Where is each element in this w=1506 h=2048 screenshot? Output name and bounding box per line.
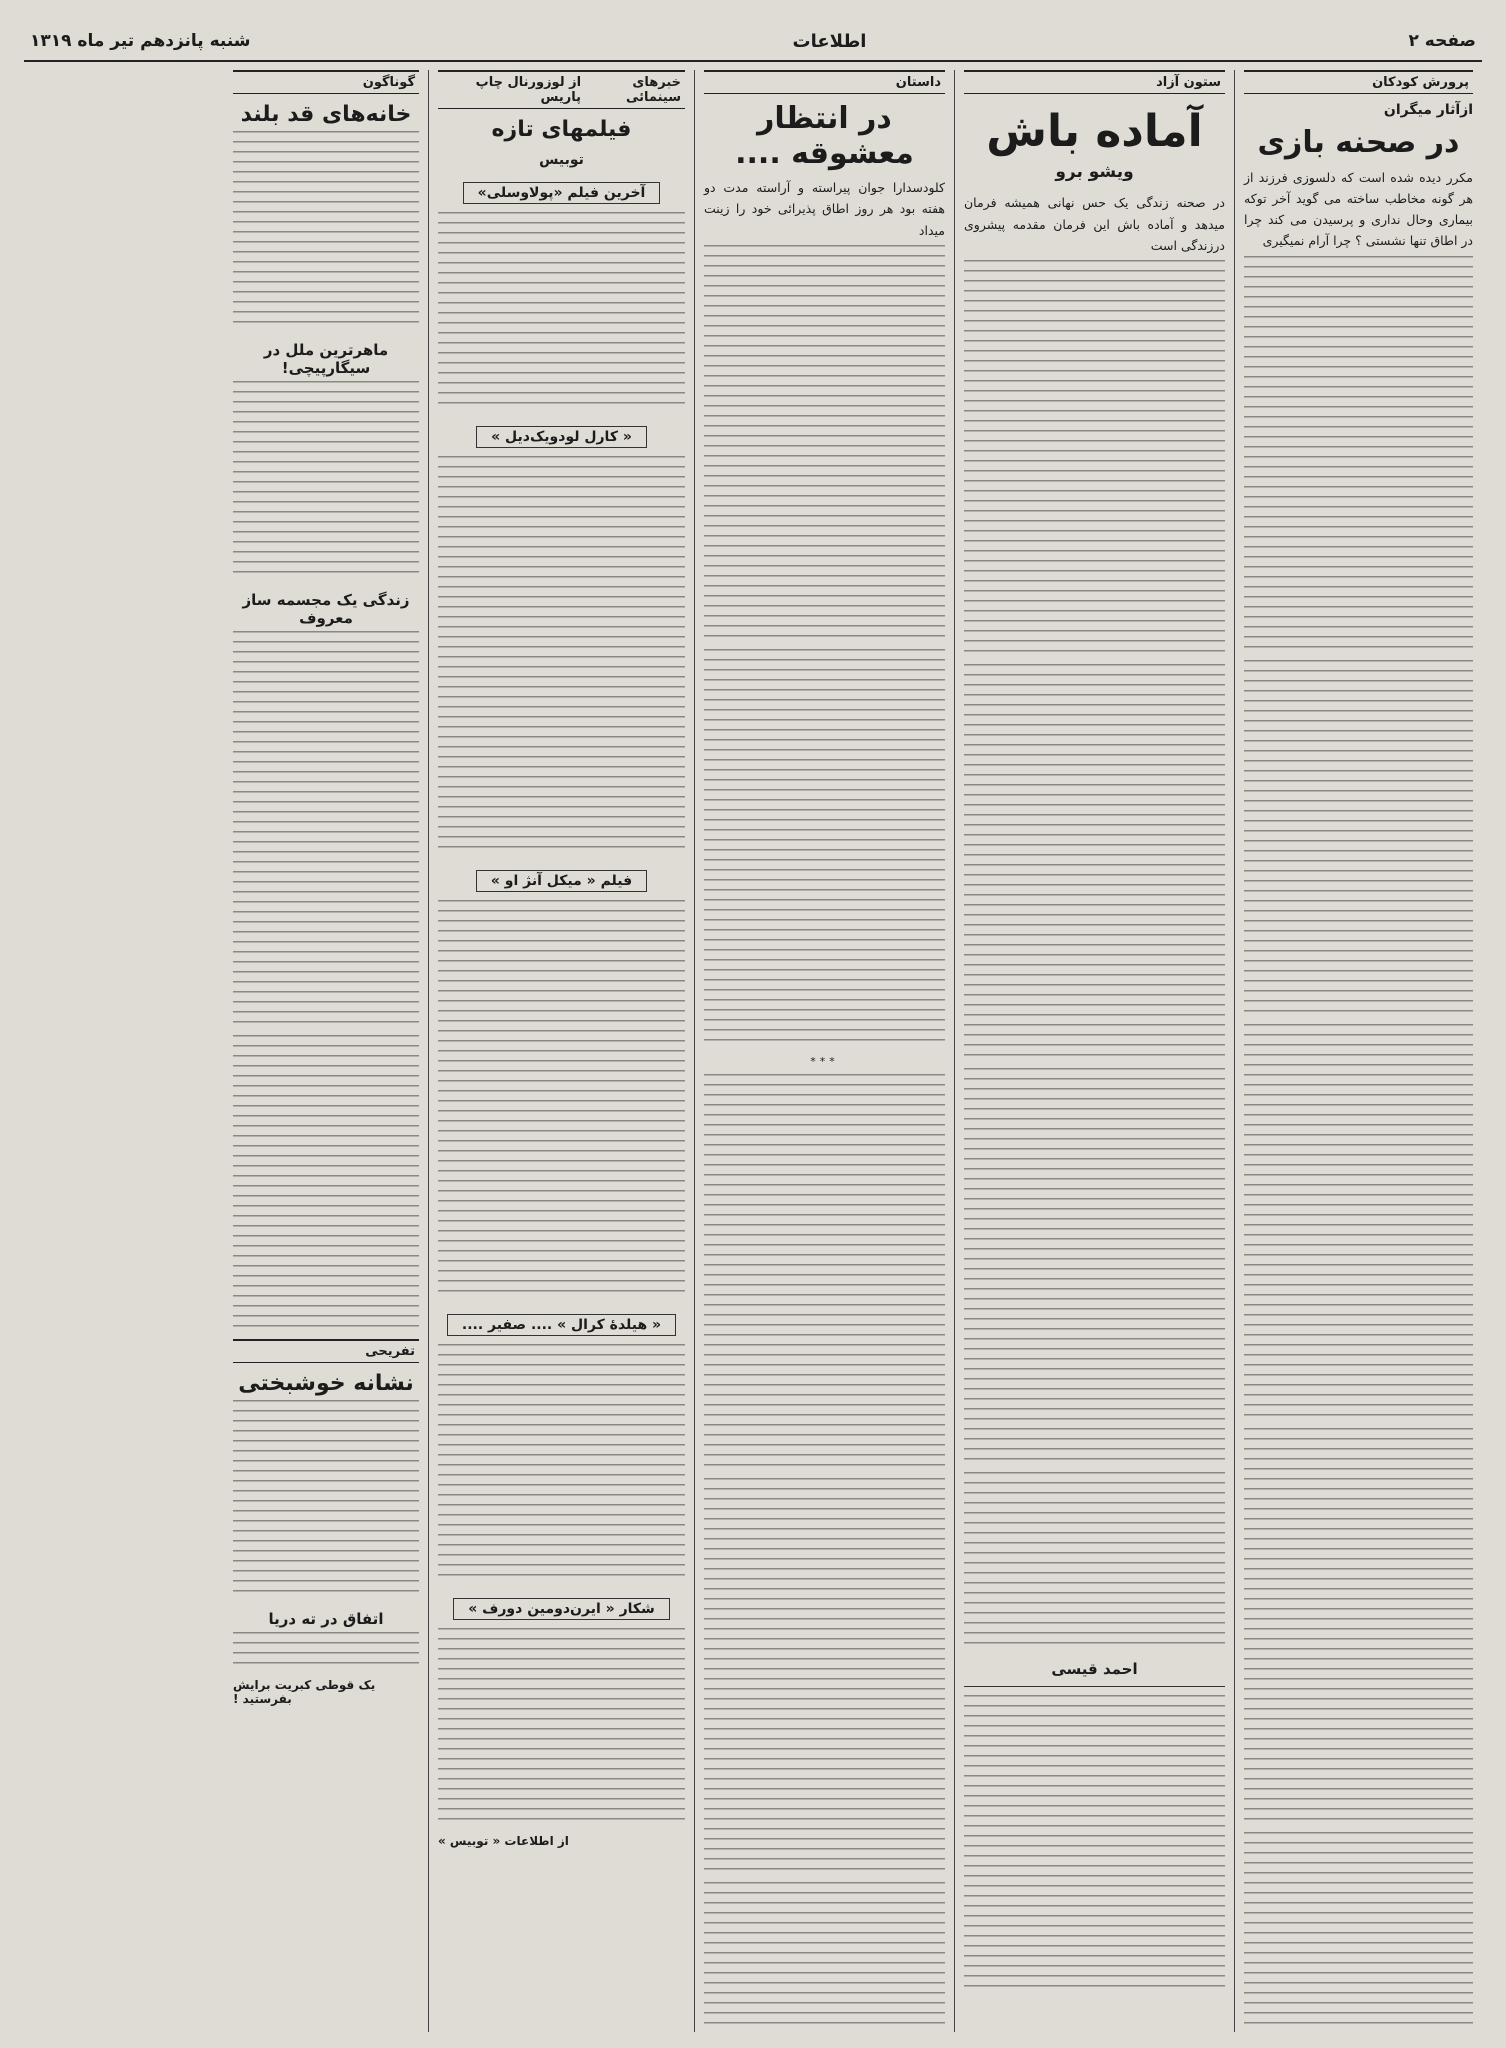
- article-body: [233, 1632, 419, 1672]
- article-headline: در صحنه بازی: [1257, 125, 1460, 160]
- article-body: [964, 260, 1225, 660]
- section-title: ستون آزاد: [1156, 75, 1221, 90]
- subhead-cigarette: ماهرترین ملل در سیگارپیچی!: [263, 341, 389, 377]
- article-headline: اتفاق در ته دریا: [268, 1610, 384, 1628]
- section-title: تفریحی: [365, 1344, 415, 1359]
- article-body: [704, 1882, 945, 2032]
- article-body: [233, 381, 419, 581]
- article-body: [964, 1695, 1225, 1995]
- article-body: [964, 1068, 1225, 1468]
- article-headline: فیلمهای تازه: [491, 117, 632, 142]
- article-footer: از اطلاعات « توبیس »: [438, 1834, 569, 1848]
- section-bar: [964, 70, 1225, 94]
- article-body: [964, 664, 1225, 1064]
- section-bar: [438, 70, 685, 109]
- article-body: [233, 1400, 419, 1600]
- subhead-michelangelo: فیلم « میکل آنژ او »: [476, 870, 647, 892]
- article-body: [964, 1472, 1225, 1652]
- article-lead: مکرر دیده شده است که دلسوزی فرزند از هر گونه مخاطب ساخته می گوید آخر توکه بیماری وحال نداری و پرسیدن می کند چرا در اطاق تنها نشستی ؟ چرا آرام نمیگیری: [1244, 169, 1473, 249]
- column-miscellany: [224, 70, 428, 2032]
- separator: ***: [810, 1054, 839, 1068]
- divider: [964, 1686, 1225, 1687]
- section-title: داستان: [895, 75, 941, 90]
- article-byline: توبیس: [539, 152, 584, 168]
- columns: [24, 70, 1482, 2032]
- section-bar: [233, 1339, 419, 1363]
- section-source: از لوزورنال چاپ پاریس: [475, 75, 582, 105]
- article-body: [1244, 1024, 1473, 1424]
- section-bar: [704, 70, 945, 94]
- article-headline: آماده باش: [986, 106, 1203, 157]
- section-bar: [1244, 70, 1473, 94]
- article-body: [438, 1628, 685, 1828]
- article-lead: در صحنه زندگی یک حس نهانی همیشه فرمان میدهد و آماده باش این فرمان مقدمه پیشروی درزندگی است: [964, 195, 1225, 253]
- section-title: گوناگون: [362, 75, 415, 90]
- article-body: [1244, 660, 1473, 1020]
- article-body: [438, 1344, 685, 1584]
- masthead: [24, 22, 1482, 62]
- kicker: ازآثار میگران: [1383, 102, 1473, 118]
- subhead-sculptor: زندگی یک مجسمه ساز معروف: [242, 591, 410, 627]
- column-cinema: [428, 70, 694, 2032]
- article-author: احمد قیسی: [1051, 1660, 1138, 1679]
- article-body: [1244, 256, 1473, 656]
- column-child-rearing: [1234, 70, 1482, 2032]
- subhead-polaoslee: آخرین فیلم «پولاوسلی»: [463, 182, 661, 204]
- subhead-hilde: « هیلدهٔ کرال » .... صفیر ....: [447, 1314, 676, 1336]
- section-bar: [233, 70, 419, 94]
- article-body: [233, 131, 419, 331]
- article-body: [233, 631, 419, 1031]
- article-body: [233, 1035, 419, 1335]
- article-footer: یک قوطی کبریت برایش بفرستید !: [233, 1678, 376, 1706]
- article-body: [1244, 1428, 1473, 1828]
- article-body: [704, 245, 945, 645]
- section-title: پرورش کودکان: [1372, 75, 1469, 90]
- article-body: [704, 649, 945, 1049]
- subhead-karl: « کارل لودویک‌دیل »: [476, 426, 647, 448]
- column-free: [954, 70, 1234, 2032]
- page-number: صفحه ۲: [1408, 31, 1476, 51]
- article-body: [438, 900, 685, 1300]
- article-headline: در انتظار معشوقه ....: [735, 101, 914, 171]
- article-headline: خانه‌های قد بلند: [240, 102, 412, 127]
- article-byline: ویشو برو: [1055, 162, 1134, 183]
- article-body: [1244, 1832, 1473, 2032]
- article-headline: نشانه خوشبختی: [238, 1371, 414, 1396]
- subhead-irene: شکار « ایرن‌دومین دورف »: [453, 1598, 670, 1620]
- issue-date: شنبه پانزدهم تیر ماه ۱۳۱۹: [30, 31, 251, 51]
- article-body: [704, 1074, 945, 1474]
- column-story: [694, 70, 954, 2032]
- article-body: [704, 1478, 945, 1878]
- article-body: [438, 212, 685, 412]
- section-title: خبرهای سینمائی: [625, 75, 681, 105]
- article-body: [438, 456, 685, 856]
- article-lead: کلودسدارا جوان پیراسته و آراسته مدت دو هفته بود هر روز اطاق پذیرائی خود را زینت میداد: [704, 180, 945, 238]
- paper-title: اطلاعات: [792, 30, 867, 52]
